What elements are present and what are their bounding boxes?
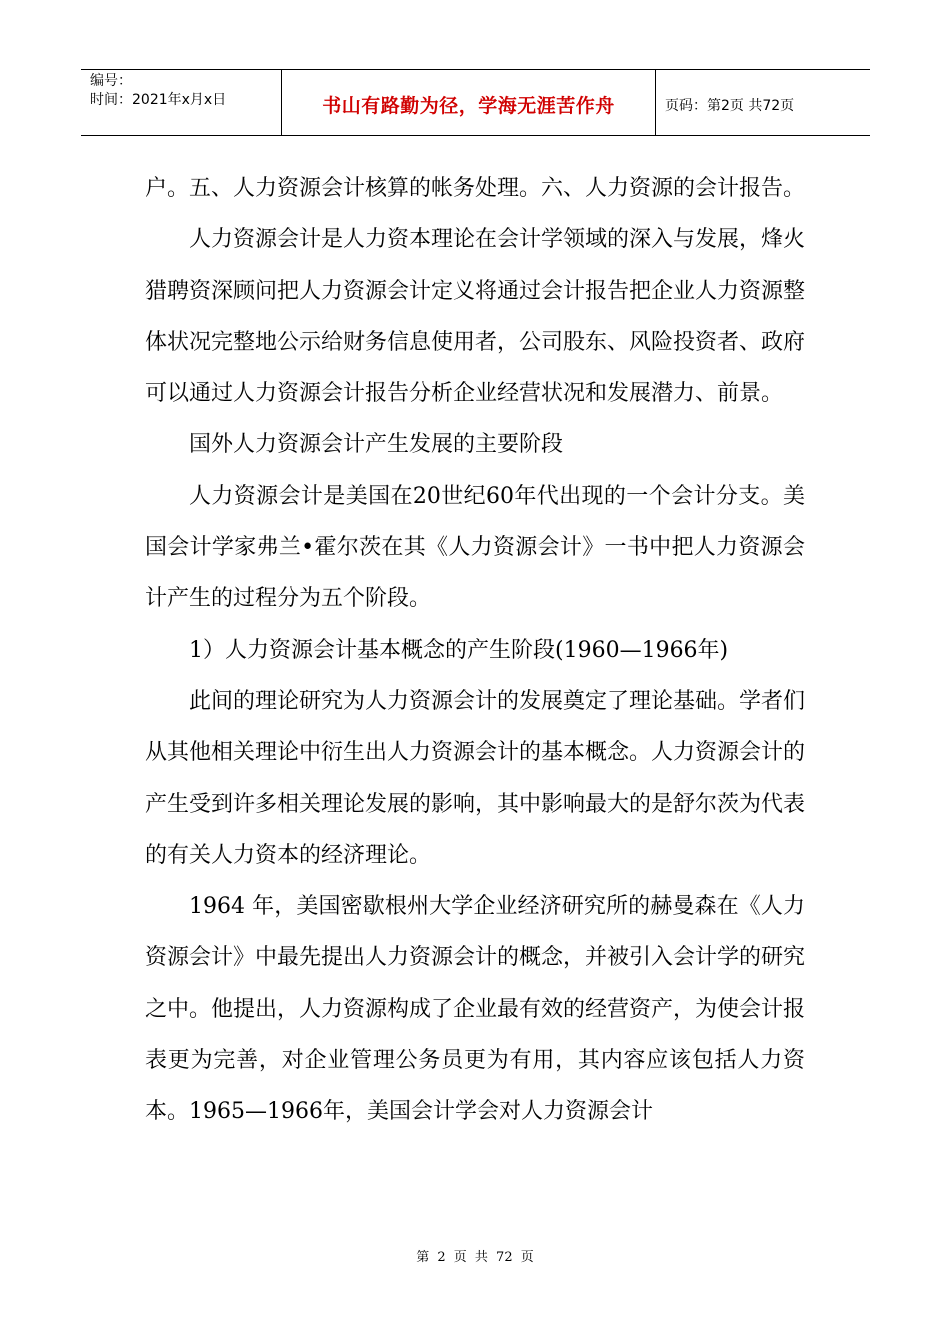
paragraph-hr-accounting-definition: 人力资源会计是人力资本理论在会计学领域的深入与发展，烽火猎聘资深顾问把人力资源会计定义将通过会计报告把企业人力资源整体状况完整地公示给财务信息使用者，公司股东、风险投资者、政府可以通过人力资源会计报告分析企业经营状况和发展潜力、前景。 [145,227,806,407]
document-body [145,163,805,1138]
document-date-label: 时间：2021年x月x日 [90,92,227,108]
page-footer [0,1246,950,1265]
document-number-label: 编号： [90,73,132,89]
paragraph-hr-accounting-origin: 人力资源会计是美国在20世纪60年代出现的一个会计分支。美国会计学家弗兰•霍尔茨在其《人力资源会计》一书中把人力资源会计产生的过程分为五个阶段。 [145,483,805,612]
header-motto: 书山有路勤为径，学海无涯苦作舟 [322,95,615,117]
header-page-cell [656,70,870,135]
document-header [81,69,870,136]
section-heading: 国外人力资源会计产生发展的主要阶段 [189,432,564,458]
paragraph-1964-history: 1964 年，美国密歇根州大学企业经济研究所的赫曼森在《人力资源会计》中最先提出人力资源会计的概念，并被引入会计学的研究之中。他提出，人力资源构成了企业最有效的经营资产，为使会计报表更为完善，对企业管理公务员更为有用，其内容应该包括人力资本。1965—1966年，美国会计学会对人力资源会计 [145,894,806,1125]
header-page-number: 页码：第2页 共72页 [665,97,795,114]
stage-heading: 1）人力资源会计基本概念的产生阶段(1960—1966年) [189,637,729,663]
paragraph-continuation: 户。五、人力资源会计核算的帐务处理。六、人力资源的会计报告。 [145,176,806,201]
paragraph-theory-research: 此间的理论研究为人力资源会计的发展奠定了理论基础。学者们从其他相关理论中衍生出人力资源会计的基本概念。人力资源会计的产生受到许多相关理论发展的影响，其中影响最大的是舒尔茨为代表的有关人力资本的经济理论。 [145,688,806,868]
header-meta-cell [81,70,282,135]
header-motto-cell [282,70,656,135]
footer-page-number: 第 2 页 共 72 页 [416,1250,534,1265]
